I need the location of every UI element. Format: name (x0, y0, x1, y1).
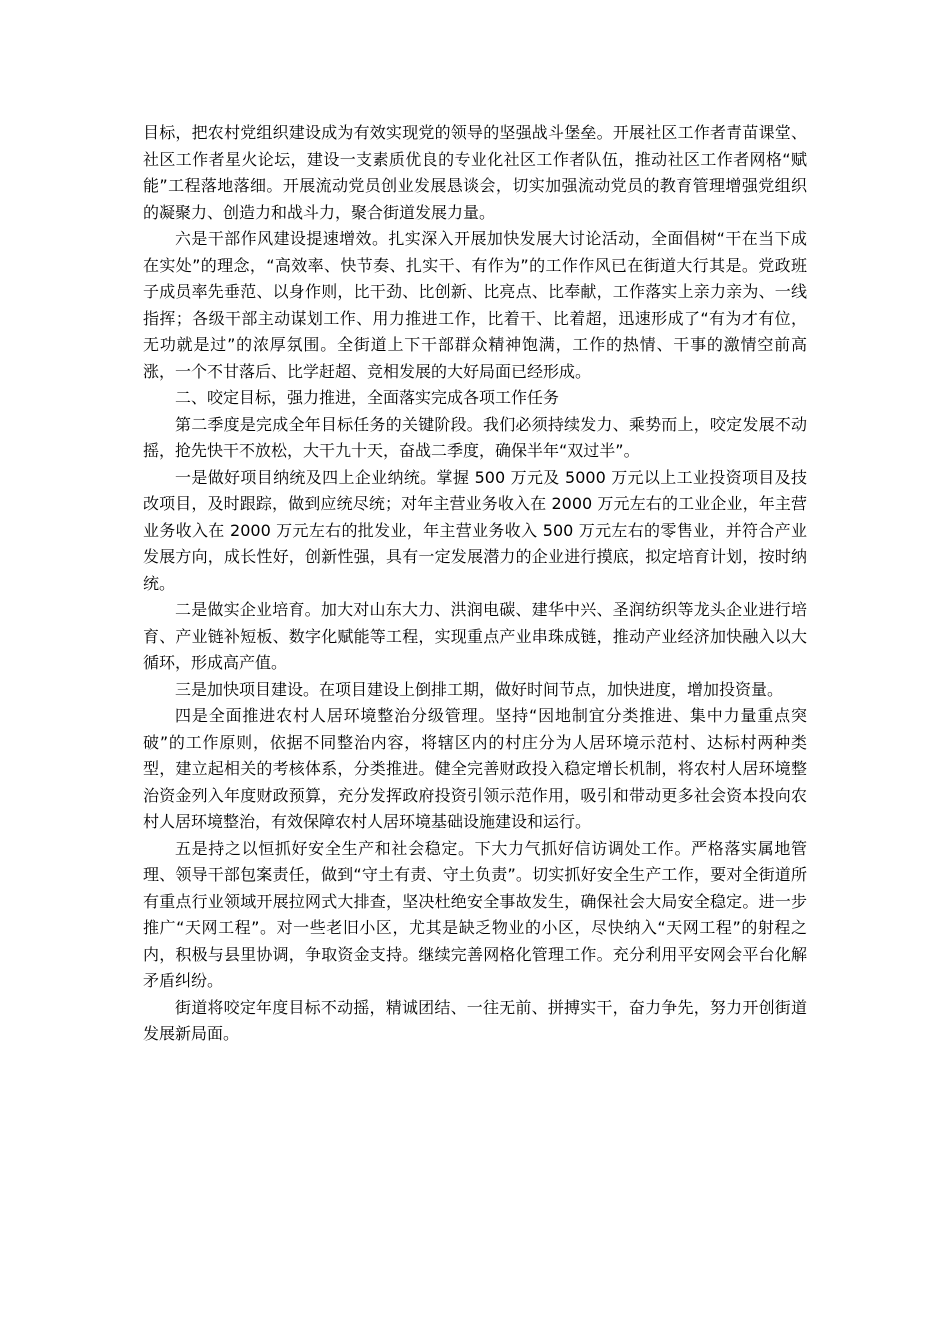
paragraph-enterprise-cultivation: 二是做实企业培育。加大对山东大力、洪润电碳、建华中兴、圣润纺织等龙头企业进行培育、产业链补短板、数字化赋能等工程，实现重点产业串珠成链，推动产业经济加快融入以大循环，形成高产值。 (143, 600, 807, 672)
paragraph-party-organization: 目标，把农村党组织建设成为有效实现党的领导的坚强战斗堡垒。开展社区工作者青苗课堂、社区工作者星火论坛，建设一支素质优良的专业化社区工作者队伍，推动社区工作者网格“赋能”工程落地落细。开展流动党员创业发展恳谈会，切实加强流动党员的教育管理增强党组织的凝聚力、创造力和战斗力，聚合街道发展力量。 (143, 123, 807, 222)
paragraph-project-statistics: 一是做好项目纳统及四上企业纳统。掌握 500 万元及 5000 万元以上工业投资项目及技改项目，及时跟踪，做到应统尽统；对年主营业务收入在 2000 万元左右的工业企业，年主营业务收入在 2000 万元左右的批发业，年主营业务收入 500 万元左右的零售业，并符合产业发展方向，成长性好，创新性强，具有一定发展潜力的企业进行摸底，拟定培育计划，按时纳统。 (143, 467, 807, 593)
document-body (143, 120, 807, 1048)
section-heading-targets: 二、咬定目标，强力推进，全面落实完成各项工作任务 (175, 388, 560, 407)
paragraph-cadre-style: 六是干部作风建设提速增效。扎实深入开展加快发展大讨论活动，全面倡树“干在当下成在实处”的理念，“高效率、快节奏、扎实干、有作为”的工作作风已在街道大行其是。党政班子成员率先垂范、以身作则，比干劲、比创新、比亮点、比奉献，工作落实上亲力亲为、一线指挥；各级干部主动谋划工作、用力推进工作，比着干、比着超，迅速形成了“有为才有位，无功就是过”的浓厚氛围。全街道上下干部群众精神饱满，工作的热情、干事的激情空前高涨，一个不甘落后、比学赶超、竞相发展的大好局面已经形成。 (143, 229, 807, 381)
paragraph-safety-stability: 五是持之以恒抓好安全生产和社会稳定。下大力气抓好信访调处工作。严格落实属地管理、领导干部包案责任，做到“守土有责、守土负责”。切实抓好安全生产工作，要对全街道所有重点行业领域开展拉网式大排查，坚决杜绝安全事故发生，确保社会大局安全稳定。进一步推广“天网工程”。对一些老旧小区，尤其是缺乏物业的小区，尽快纳入“天网工程”的射程之内，积极与县里协调，争取资金支持。继续完善网格化管理工作。充分利用平安网会平台化解矛盾纠纷。 (143, 838, 807, 990)
paragraph-project-construction: 三是加快项目建设。在项目建设上倒排工期，做好时间节点，加快进度，增加投资量。 (175, 679, 784, 699)
paragraph-second-quarter: 第二季度是完成全年目标任务的关键阶段。我们必须持续发力、乘势而上，咬定发展不动摇，抢先快干不放松，大干九十天，奋战二季度，确保半年“双过半”。 (143, 414, 807, 460)
paragraph-rural-environment: 四是全面推进农村人居环境整治分级管理。坚持“因地制宜分类推进、集中力量重点突破”的工作原则，依据不同整治内容，将辖区内的村庄分为人居环境示范村、达标村两种类型，建立起相关的考核体系，分类推进。健全完善财政投入稳定增长机制，将农村人居环境整治资金列入年度财政预算，充分发挥政府投资引领示范作用，吸引和带动更多社会资本投向农村人居环境整治，有效保障农村人居环境基础设施建设和运行。 (143, 706, 807, 831)
paragraph-conclusion: 街道将咬定年度目标不动摇，精诚团结、一往无前、拼搏实干，奋力争先，努力开创街道发展新局面。 (143, 997, 807, 1043)
